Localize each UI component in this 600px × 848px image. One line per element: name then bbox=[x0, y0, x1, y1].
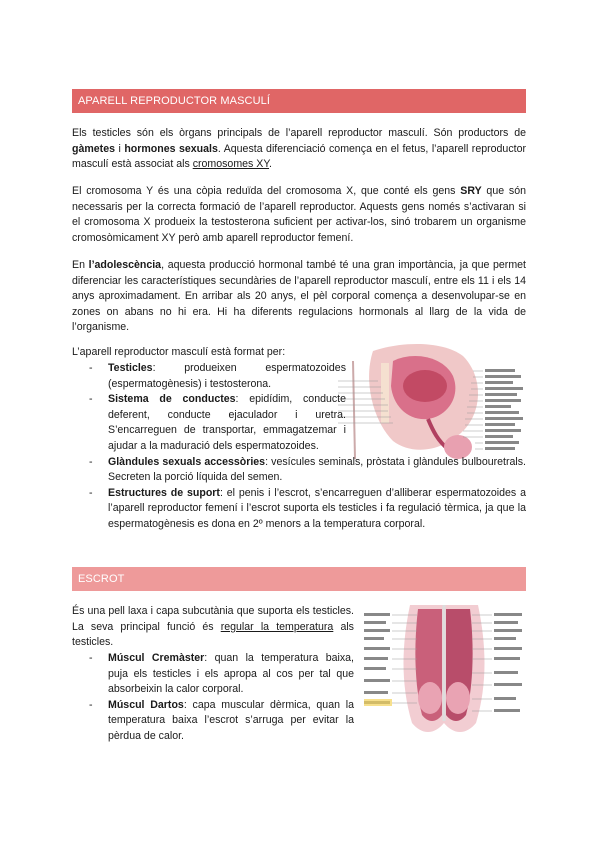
paragraph-escrot: És una pell laxa i capa subcutània que suporta els testicles. La seva principal funció és regular la temperatura als testicles. bbox=[72, 605, 354, 649]
escrot-list bbox=[72, 651, 354, 745]
anatomy-figure-scrotum bbox=[362, 603, 526, 737]
list-item-testicles: - Testicles: produeixen espermatozoides (espermatogènesis) i testosterona. bbox=[89, 362, 346, 390]
section-title: APARELL REPRODUCTOR MASCULÍ bbox=[78, 95, 270, 107]
list-item-conductes: - Sistema de conductes: epidídim, conducte deferent, conducte ejaculador i uretra. S’encarreguen de transportar, emmagatzemar i ajudar a la maduració dels espermatozoides. bbox=[89, 393, 346, 452]
paragraph-sry: El cromosoma Y és una còpia reduïda del cromosoma X, que conté els gens SRY que són necessaris per la correcta formació de l’aparell reproductor. Aquests gens només s’activaran si el cromosoma X produeix la testosterona suficient per activar-los, sinó trobarem un organisme cromosòmicament XY però amb aparell reproductor femení. bbox=[72, 185, 526, 244]
paragraph-adolescence: En l’adolescència, aquesta producció hormonal també té una gran importància, ja que permet diferenciar les característiques secundàries de l’aparell reproductor masculí, entre els 11 i els 14 anys aproximadament. En arribar als 20 anys, el pèl corporal comença a desenvolupar-se en zones on abans no hi era. Hi ha diferents regulacions hormonals al llarg de la vida de l’organisme. bbox=[72, 259, 526, 334]
list-item-dartos: - Múscul Dartos: capa muscular dèrmica, quan la temperatura baixa l’escrot s’arruga per evitar la pèrdua de calor. bbox=[89, 698, 354, 742]
section-header-escrot bbox=[72, 567, 526, 591]
section-title: ESCROT bbox=[78, 573, 125, 585]
list-intro: L’aparell reproductor masculí està format per: bbox=[72, 346, 286, 358]
list-item-cremaster: - Múscul Cremàster: quan la temperatura baixa, puja els testicles i els apropa al cos per tal que absorbeixin la calor corporal. bbox=[89, 652, 354, 696]
paragraph-intro: Els testicles són els òrgans principals de l’aparell reproductor masculí. Són productors de gàmetes i hormones sexuals. Aquesta diferenciació comença en el fetus, l’aparell reproductor masculí està associat als cromosomes XY. bbox=[72, 127, 526, 171]
list-item-glandules: - Glàndules sexuals accessòries: vesícules seminals, pròstata i glàndules bulbouretrals. Secreten la porció líquida del semen. bbox=[89, 455, 526, 484]
list-item-estructures: - Estructures de suport: el penis i l’escrot, s’encarreguen d’alliberar espermatozoides a l’aparell reproductor femení i l’escrot suporta els testicles i fa regulació tèrmica, ja que la espermatogènesis es dona en 2º menors a la temperatura corporal. bbox=[89, 486, 526, 530]
components-list bbox=[72, 361, 526, 533]
section-header-aparell bbox=[72, 89, 526, 113]
